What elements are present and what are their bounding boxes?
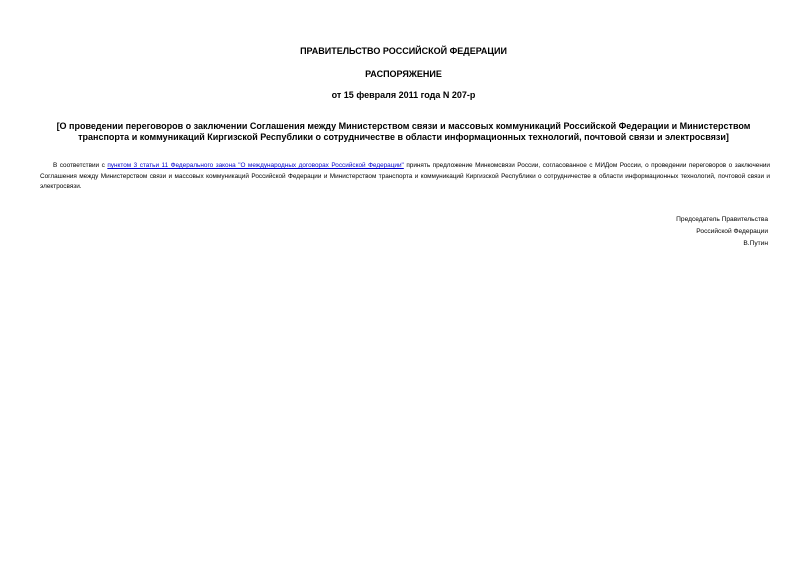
- body-main-text: принять предложение Минкомсвязи России, согласованное с МИДом России, о проведении переговоров о заключении Соглашения между Министерством связи и массовых коммуникаций Российской Федерации и Министерством транспорта и коммуникаций Киргизской Республики о сотрудничестве в области информационных технологий, почтовой связи и электросвязи.: [40, 162, 771, 190]
- document-date-number: от 15 февраля 2011 года N 207-р: [331, 90, 476, 100]
- signature-position-line2: Российской Федерации: [696, 228, 768, 235]
- signature-block: [676, 214, 768, 250]
- government-heading: ПРАВИТЕЛЬСТВО РОССИЙСКОЙ ФЕДЕРАЦИИ: [300, 46, 507, 56]
- document-title: [О проведении переговоров о заключении Соглашения между Министерством связи и массовых коммуникаций Российской Федерации и Министерством транспорта и коммуникаций Киргизской Республики о сотрудничестве в области информационных технологий, почтовой связи и электросвязи]: [56, 121, 751, 142]
- document-type-heading: РАСПОРЯЖЕНИЕ: [365, 69, 442, 79]
- law-reference-link[interactable]: пунктом 3 статьи 11 Федерального закона "О международных договорах Российской Федерации": [107, 162, 404, 169]
- signature-name: В.Путин: [743, 240, 768, 247]
- signature-position-line1: Председатель Правительства: [676, 216, 768, 223]
- body-prefix-text: В соответствии с: [53, 162, 108, 169]
- document-body-paragraph: [40, 161, 770, 193]
